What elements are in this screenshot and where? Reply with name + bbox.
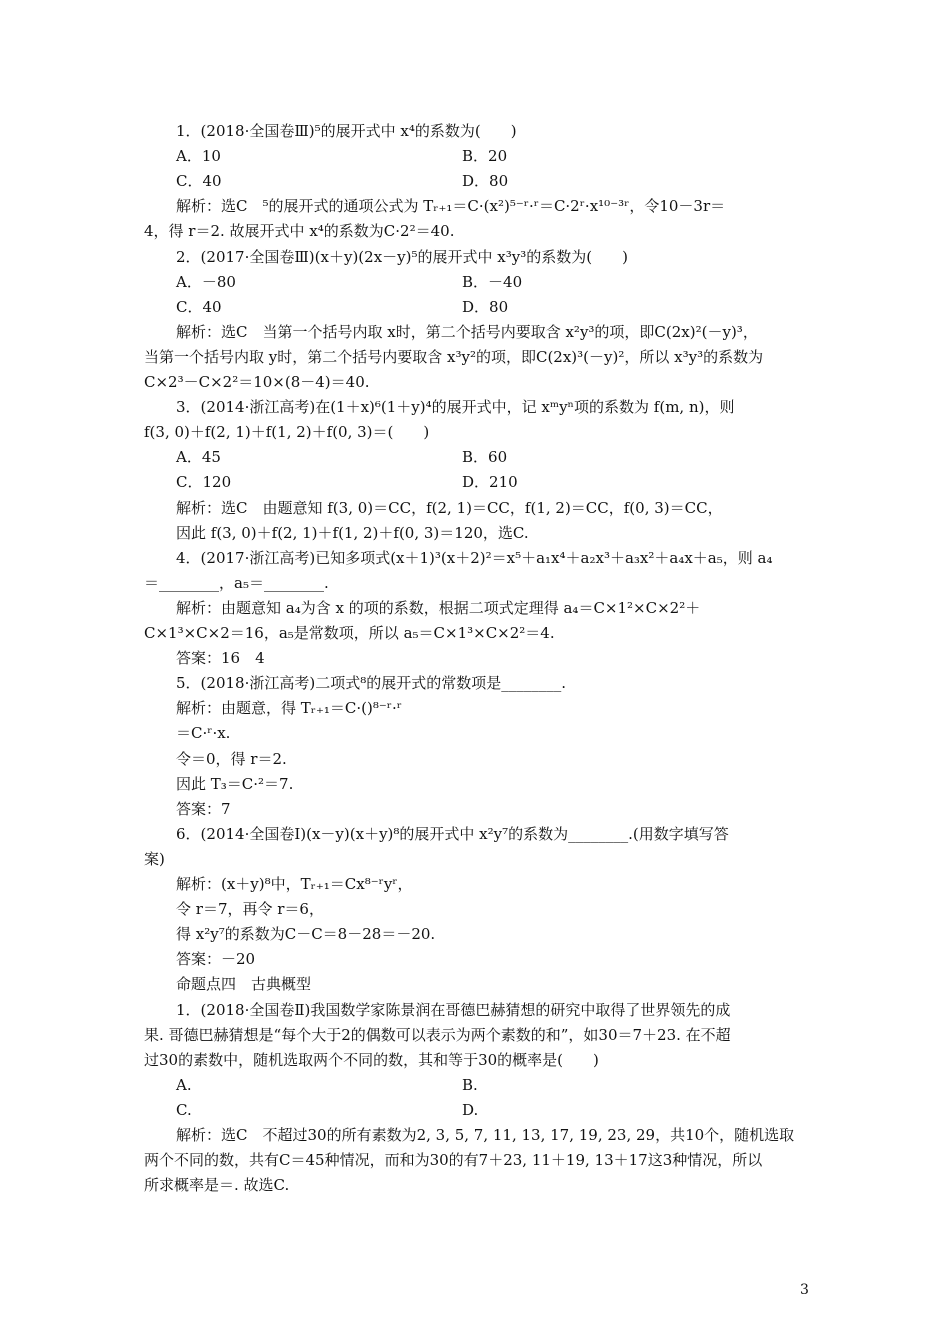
- choice-option: A．45: [176, 448, 221, 466]
- choice-option: B．－40: [462, 273, 523, 291]
- text-line: 解析：选C ⁵的展开式的通项公式为 Tᵣ₊₁＝C·(x²)⁵⁻ʳ·ʳ＝C·2ʳ·x¹⁰⁻³ʳ，令10－3r＝: [176, 197, 726, 215]
- choice-option: A．10: [176, 147, 221, 165]
- text-line: 1．(2018·全国卷Ⅲ)⁵的展开式中 x⁴的系数为( ): [176, 122, 517, 140]
- text-line: 答案：7: [176, 800, 231, 818]
- text-line: 解析：(x＋y)⁸中，Tᵣ₊₁＝Cx⁸⁻ʳyʳ，: [176, 875, 413, 893]
- text-line: 答案：16 4: [176, 649, 265, 667]
- text-line: 4．(2017·浙江高考)已知多项式(x＋1)³(x＋2)²＝x⁵＋a₁x⁴＋a₂x³＋a₃x²＋a₄x＋a₅，则 a₄: [176, 549, 773, 567]
- text-line: 5．(2018·浙江高考)二项式⁸的展开式的常数项是________.: [176, 674, 566, 692]
- text-line: 2．(2017·全国卷Ⅲ)(x＋y)(2x－y)⁵的展开式中 x³y³的系数为( ): [176, 248, 628, 266]
- text-line: 果. 哥德巴赫猜想是“每个大于2的偶数可以表示为两个素数的和”，如30＝7＋23. 在不超: [144, 1026, 731, 1044]
- page-number: 3: [800, 1282, 809, 1298]
- choice-option: C．40: [176, 298, 222, 316]
- text-line: 因此 f(3, 0)＋f(2, 1)＋f(1, 2)＋f(0, 3)＝120，选C.: [176, 524, 529, 542]
- choice-option: A．－80: [176, 273, 236, 291]
- choice-option: D．80: [462, 298, 509, 316]
- text-line: C×1³×C×2＝16，a₅是常数项，所以 a₅＝C×1³×C×2²＝4.: [144, 624, 555, 642]
- text-line: 命题点四 古典概型: [176, 975, 312, 993]
- text-line: 3．(2014·浙江高考)在(1＋x)⁶(1＋y)⁴的展开式中，记 xᵐyⁿ项的系数为 f(m, n)，则: [176, 398, 735, 416]
- text-line: ＝C·ʳ·x.: [176, 724, 231, 742]
- text-line: 解析：选C 不超过30的所有素数为2, 3, 5, 7, 11, 13, 17, 19, 23, 29，共10个，随机选取: [176, 1126, 795, 1144]
- text-line: C×2³－C×2²＝10×(8－4)＝40.: [144, 373, 370, 391]
- text-line: 解析：选C 当第一个括号内取 x时，第二个括号内要取含 x²y³的项，即C(2x)²(－y)³，: [176, 323, 758, 341]
- choice-option: C．120: [176, 473, 232, 491]
- text-line: f(3, 0)＋f(2, 1)＋f(1, 2)＋f(0, 3)＝( ): [144, 423, 430, 441]
- text-line: 解析：由题意，得 Tᵣ₊₁＝C·()⁸⁻ʳ·ʳ: [176, 699, 402, 717]
- text-line: 所求概率是＝. 故选C.: [144, 1176, 290, 1194]
- text-line: 解析：由题意知 a₄为含 x 的项的系数，根据二项式定理得 a₄＝C×1²×C×2²＋: [176, 599, 701, 617]
- text-line: 6．(2014·全国卷Ⅰ)(x－y)(x＋y)⁸的展开式中 x²y⁷的系数为________.(用数字填写答: [176, 825, 729, 843]
- text-line: 令＝0，得 r＝2.: [176, 750, 287, 768]
- choice-option: D.: [462, 1101, 479, 1119]
- text-line: 因此 T₃＝C·²＝7.: [176, 775, 294, 793]
- choice-option: D．80: [462, 172, 509, 190]
- choice-option: B．60: [462, 448, 508, 466]
- text-line: 两个不同的数，共有C＝45种情况，而和为30的有7＋23, 11＋19, 13＋17这3种情况，所以: [144, 1151, 763, 1169]
- text-line: 令 r＝7，再令 r＝6，: [176, 900, 324, 918]
- choice-option: B．20: [462, 147, 508, 165]
- choice-option: C.: [176, 1101, 192, 1119]
- text-line: 1．(2018·全国卷Ⅱ)我国数学家陈景润在哥德巴赫猜想的研究中取得了世界领先的成: [176, 1001, 731, 1019]
- text-line: 当第一个括号内取 y时，第二个括号内要取含 x³y²的项，即C(2x)³(－y)²，所以 x³y³的系数为: [144, 348, 764, 366]
- text-line: ＝________，a₅＝________.: [144, 574, 329, 592]
- text-line: 过30的素数中，随机选取两个不同的数，其和等于30的概率是( ): [144, 1051, 599, 1069]
- text-line: 4，得 r＝2. 故展开式中 x⁴的系数为C·2²＝40.: [144, 222, 455, 240]
- text-line: 得 x²y⁷的系数为C－C＝8－28＝－20.: [176, 925, 436, 943]
- choice-option: D．210: [462, 473, 518, 491]
- choice-option: C．40: [176, 172, 222, 190]
- choice-option: A.: [176, 1076, 192, 1094]
- text-line: 案): [144, 850, 165, 868]
- text-line: 答案：－20: [176, 950, 256, 968]
- text-line: 解析：选C 由题意知 f(3, 0)＝CC，f(2, 1)＝CC，f(1, 2)＝CC，f(0, 3)＝CC，: [176, 499, 723, 517]
- choice-option: B.: [462, 1076, 478, 1094]
